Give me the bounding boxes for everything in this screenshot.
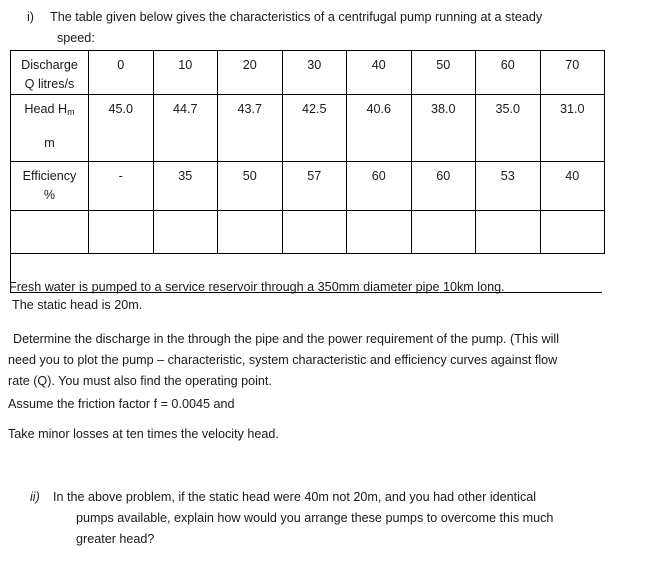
table-cell xyxy=(153,51,218,95)
cell-value: 35.0 xyxy=(495,102,520,116)
cell-value: 60 xyxy=(500,58,515,72)
question-two-text xyxy=(53,487,591,550)
table-cell xyxy=(347,95,412,162)
table-cell xyxy=(476,162,541,211)
cell-value: 43.7 xyxy=(237,102,262,116)
paragraph-determine-line-1: Determine the discharge in the through the pipe and the power requirement of the pump. (This will xyxy=(13,332,560,346)
table-cell xyxy=(411,51,476,95)
paragraph-static-head: The static head is 20m. xyxy=(12,298,143,312)
table-row xyxy=(11,162,605,211)
row-label-line-1: Head H xyxy=(24,102,68,116)
question-two-marker: ii) xyxy=(30,490,40,504)
cell-value: 40 xyxy=(371,58,386,72)
cell-value xyxy=(154,211,218,216)
cell-value xyxy=(218,211,282,216)
question-two-line-3: greater head? xyxy=(76,532,155,546)
pump-characteristics-table xyxy=(10,50,605,254)
cell-value: 10 xyxy=(178,58,193,72)
table-cell xyxy=(89,95,154,162)
table-cell xyxy=(476,211,541,254)
row-label-line-2: m xyxy=(44,136,55,150)
row-label-discharge xyxy=(11,51,89,95)
table-cell xyxy=(411,95,476,162)
paragraph-determine-line-2: need you to plot the pump – characteristic, system characteristic and efficiency curves against flow xyxy=(8,353,558,367)
paragraph-minor-losses: Take minor losses at ten times the velocity head. xyxy=(8,427,279,441)
table-cell xyxy=(153,95,218,162)
table-cell xyxy=(347,162,412,211)
row-label-subscript: m xyxy=(67,107,75,117)
cell-value: 53 xyxy=(500,169,515,183)
table-cell xyxy=(540,95,605,162)
table-cell xyxy=(218,162,283,211)
question-two-line-1: In the above problem, if the static head were 40m not 20m, and you had other identical xyxy=(53,490,537,504)
question-one-text xyxy=(50,7,606,49)
table-cell xyxy=(282,211,347,254)
table-row xyxy=(11,51,605,95)
question-two xyxy=(0,487,646,550)
paragraph-fresh-water: Fresh water is pumped to a service reservoir through a 350mm diameter pipe 10km long. xyxy=(9,280,505,294)
question-two-line-2: pumps available, explain how would you arrange these pumps to overcome this much xyxy=(76,511,554,525)
table-row xyxy=(11,95,605,162)
question-one-line-1: The table given below gives the characteristics of a centrifugal pump running at a steady xyxy=(50,10,543,24)
cell-value: 50 xyxy=(436,58,451,72)
cell-value: 44.7 xyxy=(172,102,198,116)
table-cell xyxy=(89,51,154,95)
question-one-line-2: speed: xyxy=(57,31,95,45)
cell-value: 57 xyxy=(307,169,322,183)
table-cell xyxy=(218,51,283,95)
row-label-line-1: Efficiency xyxy=(22,169,77,183)
cell-value: 70 xyxy=(565,58,580,72)
table-cell xyxy=(89,162,154,211)
table-cell xyxy=(282,162,347,211)
table-cell xyxy=(347,51,412,95)
cell-value xyxy=(11,211,88,216)
cell-value xyxy=(412,211,476,216)
paragraph-determine xyxy=(8,329,608,392)
cell-value xyxy=(89,211,153,216)
table-cell xyxy=(411,162,476,211)
cell-value: 40 xyxy=(565,169,580,183)
cell-value: 38.0 xyxy=(430,102,456,116)
cell-value xyxy=(283,211,347,216)
table-cell xyxy=(282,95,347,162)
cell-value: 30 xyxy=(307,58,322,72)
row-label-blank xyxy=(11,211,89,254)
cell-value: 40.6 xyxy=(366,102,391,116)
table-cell xyxy=(218,95,283,162)
paragraph-determine-line-3: rate (Q). You must also find the operating point. xyxy=(8,374,272,388)
cell-value xyxy=(541,211,605,216)
cell-value xyxy=(476,211,540,216)
cell-value: 31.0 xyxy=(559,102,585,116)
cell-value: 35 xyxy=(178,169,193,183)
table-row xyxy=(11,211,605,254)
table-cell xyxy=(540,211,605,254)
cell-value: 60 xyxy=(436,169,451,183)
question-one-intro xyxy=(0,7,646,49)
row-label-line-1: Discharge xyxy=(21,58,78,72)
table-cell xyxy=(476,95,541,162)
table-cell xyxy=(89,211,154,254)
table-cell xyxy=(282,51,347,95)
table-cell xyxy=(347,211,412,254)
cell-value: 20 xyxy=(242,58,257,72)
cell-value: - xyxy=(118,169,123,183)
table-cell xyxy=(218,211,283,254)
table-cell xyxy=(476,51,541,95)
table-cell xyxy=(153,211,218,254)
table-cell xyxy=(153,162,218,211)
cell-value: 50 xyxy=(242,169,257,183)
cell-value: 45.0 xyxy=(108,102,133,116)
table-cell xyxy=(411,211,476,254)
table-cell xyxy=(540,51,605,95)
cell-value: 42.5 xyxy=(301,102,327,116)
question-one-marker: i) xyxy=(27,10,34,24)
cell-value: 60 xyxy=(371,169,386,183)
table-cell xyxy=(540,162,605,211)
cell-value xyxy=(347,211,411,216)
paragraph-assume-friction-factor: Assume the friction factor f = 0.0045 and xyxy=(8,397,235,411)
row-label-head xyxy=(11,95,89,162)
cell-value: 0 xyxy=(117,58,125,72)
row-label-line-2: Q litres/s xyxy=(24,77,75,91)
row-label-efficiency xyxy=(11,162,89,211)
row-label-line-2: % xyxy=(43,188,56,202)
